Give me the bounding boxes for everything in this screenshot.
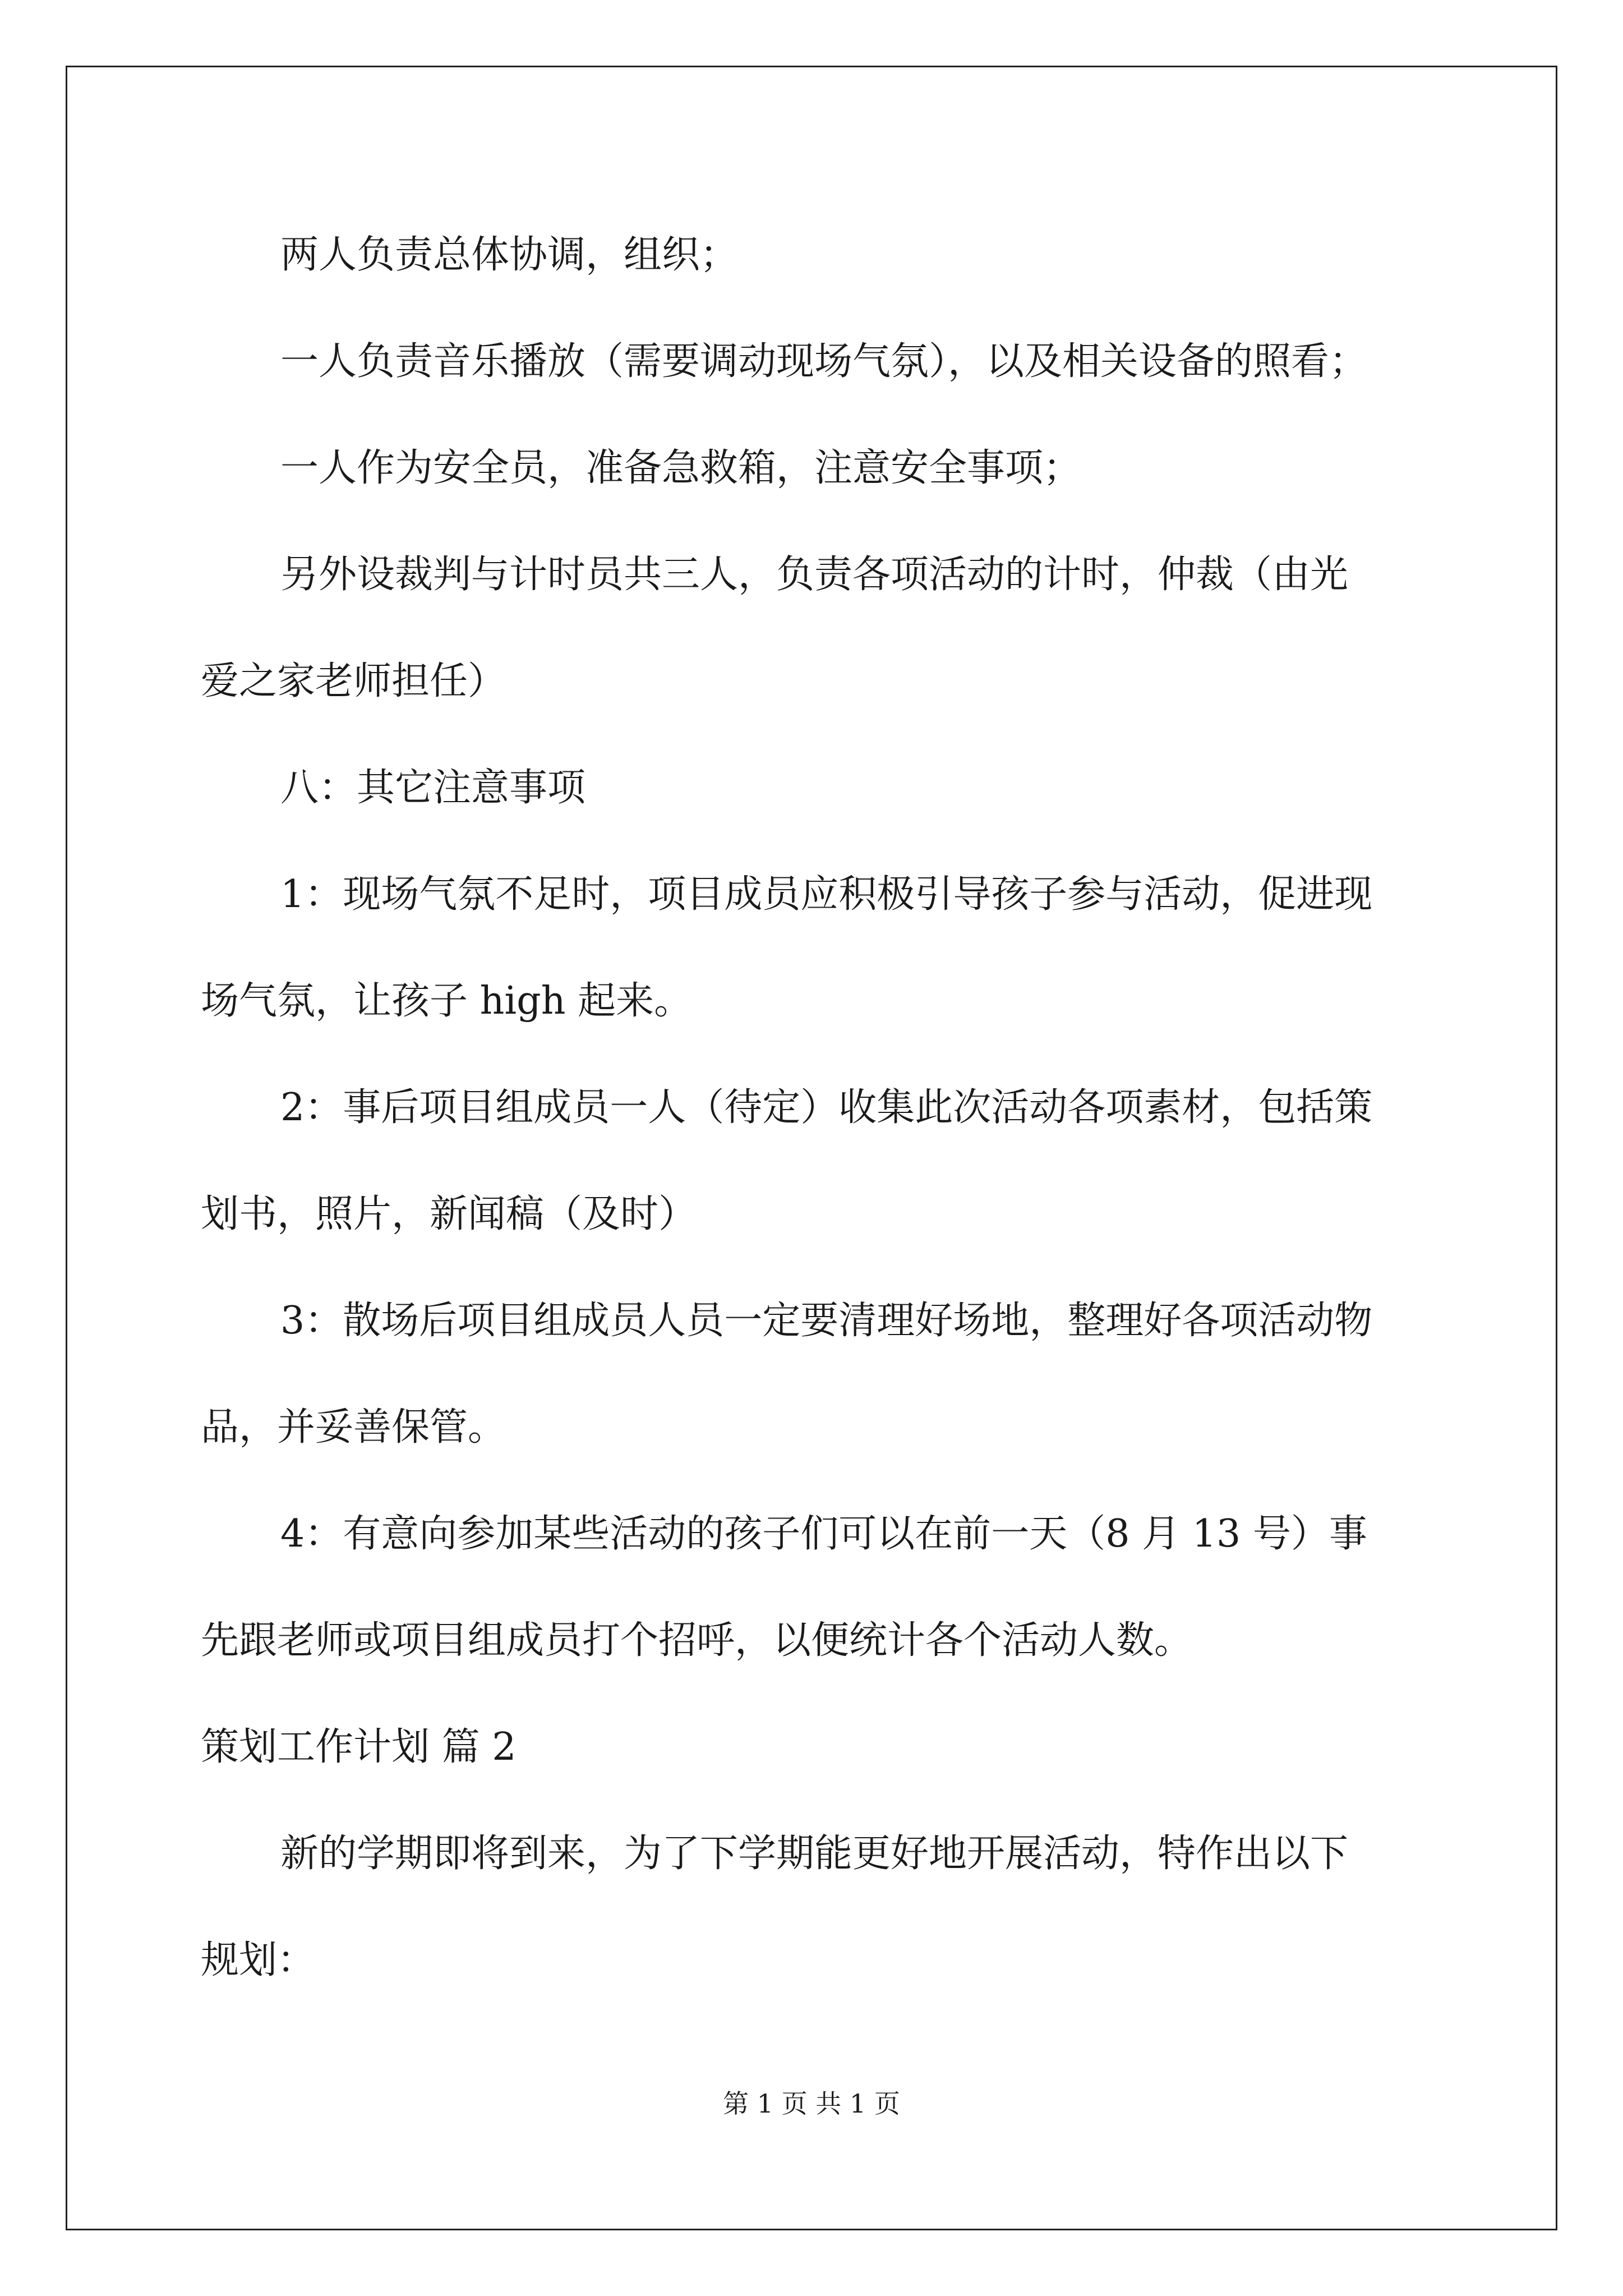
paragraph: 爱之家老师担任） [201, 659, 506, 703]
paragraph: 1：现场气氛不足时，项目成员应积极引导孩子参与活动，促进现 [280, 872, 1373, 917]
paragraph: 规划： [201, 1938, 316, 1982]
paragraph: 八：其它注意事项 [280, 766, 586, 810]
paragraph: 一人负责音乐播放（需要调动现场气氛），以及相关设备的照看； [280, 339, 1368, 384]
section-heading: 策划工作计划 篇 2 [201, 1725, 517, 1769]
paragraph: 4：有意向参加某些活动的孩子们可以在前一天（8 月 13 号）事 [280, 1512, 1367, 1556]
paragraph: 品，并妥善保管。 [201, 1405, 506, 1450]
paragraph: 2：事后项目组成员一人（待定）收集此次活动各项素材，包括策 [280, 1085, 1373, 1130]
paragraph: 划书，照片，新闻稿（及时） [201, 1192, 697, 1236]
paragraph: 另外设裁判与计时员共三人，负责各项活动的计时，仲裁（由光 [280, 553, 1349, 597]
paragraph: 两人负责总体协调，组织； [280, 233, 739, 277]
page-footer: 第 1 页 共 1 页 [723, 2088, 900, 2119]
document-body [201, 202, 1435, 2014]
paragraph: 新的学期即将到来，为了下学期能更好地开展活动，特作出以下 [280, 1832, 1349, 1876]
paragraph: 3：散场后项目组成员人员一定要清理好场地，整理好各项活动物 [280, 1299, 1373, 1343]
paragraph: 一人作为安全员，准备急救箱，注意安全事项； [280, 446, 1082, 490]
paragraph: 场气氛，让孩子 high 起来。 [201, 979, 693, 1023]
paragraph: 先跟老师或项目组成员打个招呼，以便统计各个活动人数。 [201, 1618, 1193, 1663]
